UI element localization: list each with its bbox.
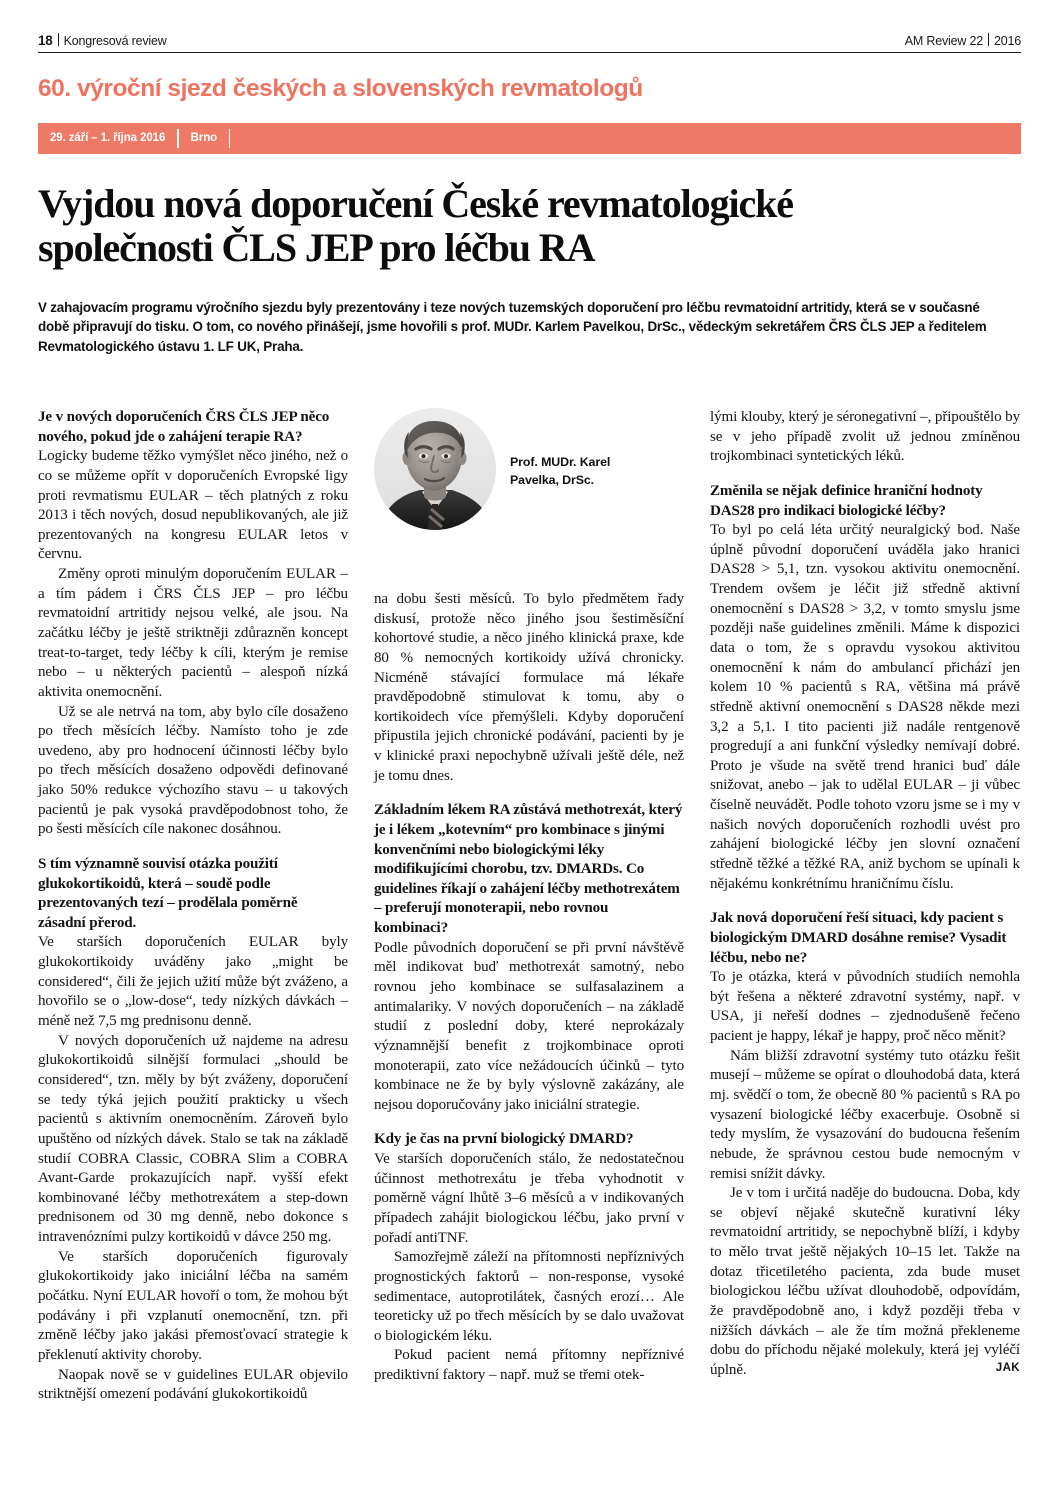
section-title: 60. výroční sjezd českých a slovenských revmatologů	[38, 75, 643, 102]
runhead-divider-right	[988, 33, 989, 46]
portrait-block	[374, 408, 684, 590]
author-initials: JAK	[995, 1361, 1020, 1374]
paragraph-gap	[710, 894, 1020, 909]
body-paragraph: Pokud pacient nemá přítomny nepříznivé prediktivní faktory – např. muž se třemi otek-	[374, 1347, 684, 1384]
paragraph-gap	[374, 1115, 684, 1130]
body-paragraph: Naopak nově se v guidelines EULAR objevilo striktnější omezení podávání glukokortikoidů	[38, 1366, 348, 1403]
portrait-caption	[510, 408, 610, 489]
interview-question: Základním lékem RA zůstává methotrexát, který je i lékem „kotevním“ pro kombinace s jinými konvenčními nebo biologickými léky modifikujícími chorobu, tzv. DMARDs. Co guidelines říkají o zahájení léčby methotrexátem – preferují monoterapii, nebo rovnou kombinaci?	[374, 802, 683, 937]
page-number: 18	[38, 33, 53, 48]
body-paragraph: na dobu šesti měsíců. To bylo předmětem řady diskusí, protože něco jiného jsou šestiměsíční kohortové studie, a něco jiného klinická praxe, kde 80 % nemocných kortikoidy užívá chronicky. Nicméně stávající formulace má lékaře pravděpodobně stimulovat k tomu, aby o kortikoidech více přemýšleli. Kdyby doporučení připustila jejich chronické podávání, pacienti by je v klinické praxi nepochybně užívali ještě déle, než je tomu dnes.	[374, 591, 684, 784]
runhead-divider-left	[58, 33, 59, 46]
body-paragraph: V nových doporučeních už najdeme na adresu glukokortikoidů silnější formulaci „should be considered“, tzn. měly by být zváženy, doporučení se tedy týká jejich použití prakticky u všech pacientů s aktivním onemocněním. Zároveň bylo upuštěno od nízkých dávek. Stalo se tak na základě studií COBRA Classic, COBRA Slim a COBRA Avant-Garde prokazujících např. vyšší efekt kombinované léčby methotrexátem a step-down prednisonem od 30 mg denně, nebo dokonce s intravenózními pulzy kortikoidů v dávce 250 mg.	[38, 1032, 348, 1246]
body-paragraph: To byl po celá léta určitý neuralgický bod. Naše úplně původní doporučení uváděla jako hranici DAS28 > 5,1, tzn. vysokou aktivitu onemocnění. Trendem ovšem je léčit již středně aktivní onemocnění s DAS28 > 3,2, v tomto smyslu jsme později naše guidelines změnili. Máme k dispozici data o tom, že s opravdu vysokou aktivitou onemocnění k nám do ambulancí přichází jen kolem 10 % pacientů s RA, většina má právě středně aktivní onemocnění s DAS28 někde mezi 3,2 a 5,1. I tito pacienti již nadále rentgenově progredují a ani funkční výsledky nemívají dobré. Proto je všude na světě trend hranici buď dále snižovat, anebo – jak to udělal EULAR – ji vůbec číselně neuvádět. Podle tohoto vzoru jsme se i my v našich nových doporučeních rozhodli uvést pro zahájení biologické léčby jen slovní označení středně těžké a těžké RA, aniž bychom se upínali k nějakému konkrétnímu hraničnímu číslu.	[710, 522, 1020, 892]
portrait-caption-line-1: Prof. MUDr. Karel	[510, 455, 611, 469]
column-right	[710, 408, 1020, 1405]
interview-question: Kdy je čas na první biologický DMARD?	[374, 1131, 634, 1148]
body-paragraph: Ve starších doporučeních stálo, že nedostatečnou účinnost methotrexátu je třeba vyhodnotit v poměrně vágní lhůtě 3–6 měsíců a v indikovaných případech zahájit biologickou léčbu, jako první v pořadí antiTNF.	[374, 1151, 684, 1246]
body-paragraph: Změny oproti minulým doporučením EULAR – a tím pádem i ČRS ČLS JEP – pro léčbu revmatoidní artritidy nejsou velké, ale jsou. Na začátku léčby je ještě striktněji zdůrazněn koncept treat-to-target, tedy léčby k cíli, kterým je remise nebo – u některých pacientů – alespoň nízká aktivita onemocnění.	[38, 566, 348, 700]
body-paragraph: Už se ale netrvá na tom, aby bylo cíle dosaženo po třech měsících léčby. Namísto toho je zde uvedeno, aby pro hodnocení účinnosti léčby bylo po třech měsících dosaženo odpovědi definované jako 50% redukce výchozího stavu – u takových pacientů je pak vysoká pravděpodobnost toho, že po šesti měsících cíle nakonec dosáhnou.	[38, 703, 348, 838]
body-paragraph: To je otázka, která v původních studiích nemohla být řešena a některé zdravotní systémy, např. v USA, ji neřeší dodnes – zjednodušeně řečeno pacient je happy, lékař je happy, proč něco měnit?	[710, 969, 1020, 1045]
interview-question: Změnila se nějak definice hraniční hodnoty DAS28 pro indikaci biologické léčby?	[710, 482, 983, 519]
article-standfirst: V zahajovacím programu výročního sjezdu byly prezentovány i teze nových tuzemských doporučení pro léčbu revmatoidní artritidy, která se v současné době připravují do tisku. O tom, co nového přinášejí, jsme hovořili s prof. MUDr. Karlem Pavelkou, DrSc., vědeckým sekretářem ČRS ČLS JEP a ředitelem Revmatologického ústavu 1. LF UK, Praha.	[38, 299, 987, 354]
running-head-right	[905, 32, 1021, 48]
event-city: Brno	[190, 131, 218, 144]
body-paragraph: Logicky budeme těžko vymýšlet něco jiného, než o co se můžeme opřít v doporučeních Evropské ligy proti revmatismu EULAR – těch platných z roku 2013 i těch nových, dosud nepublikovaných, ale již prezentovaných na kongresu EULAR letos v červnu.	[38, 448, 348, 563]
running-head-left	[38, 32, 167, 48]
journal-year: 2016	[993, 34, 1021, 48]
interview-question: Jak nová doporučení řeší situaci, kdy pacient s biologickým DMARD dosáhne remise? Vysadit léčbu, nebo ne?	[710, 910, 1007, 966]
publication-name: Kongresová review	[63, 34, 167, 48]
body-paragraph: lými klouby, který je séronegativní –, připouštělo by se v jeho případě zvolit už jednou zmíněnou trojkombinaci syntetických léků.	[710, 409, 1020, 465]
interview-question: S tím významně souvisí otázka použití glukokortikoidů, která – soudě podle prezentovaných tezí – prodělala poměrně zásadní přerod.	[38, 856, 298, 931]
body-paragraph: Ve starších doporučeních EULAR byly glukokortikoidy uváděny jako „might be considered“, čili že jejich užití může být zváženo, a hovořilo se o „low-dose“, tedy nízkých dávkách – méně než 7,5 mg prednisonu denně.	[38, 934, 348, 1030]
column-left	[38, 408, 348, 1405]
portrait-photo	[374, 408, 496, 530]
article-headline: Vyjdou nová doporučení České revmatologické společnosti ČLS JEP pro léčbu RA	[38, 180, 793, 271]
event-dates: 29. září – 1. října 2016	[50, 131, 166, 144]
event-meta-band	[38, 123, 1021, 154]
body-paragraph: Ve starších doporučeních figurovaly glukokortikoidy jako iniciální léčba na samém počátku. Nyní EULAR hovoří o tom, že mohou být podávány i při vzplanutí onemocnění, tzn. při změně léčby jako jakási přemosťovací strategie k překlenutí aktivity choroby.	[38, 1248, 348, 1363]
paragraph-gap	[38, 840, 348, 855]
interview-question: Je v nových doporučeních ČRS ČLS JEP něco nového, pokud jde o zahájení terapie RA?	[38, 409, 330, 445]
running-head	[38, 0, 1021, 48]
portrait-caption-line-2: Pavelka, DrSc.	[510, 472, 595, 487]
body-paragraph: Je v tom i určitá naděje do budoucna. Doba, kdy se objeví nějaké skutečně kurativní léky revmatoidní artritidy, se nepochybně blíží, i kdyby to mělo trvat ještě nějakých 10–15 let. Takže na dotaz třicetiletého pacienta, zda bude muset biologickou léčbu užívat dlouhodobě, odpovídám, že pravděpodobně ano, i když později třeba v nižších dávkách – ale že tím možná překleneme dobu do příchodu nějaké molekuly, která jej vyléčí úplně. JAK	[710, 1185, 1020, 1378]
journal-issue: AM Review 22	[904, 34, 983, 48]
running-head-rule	[38, 52, 1021, 53]
paragraph-gap	[374, 786, 684, 801]
article-body-columns	[38, 408, 1021, 1405]
paragraph-gap	[710, 467, 1020, 482]
body-paragraph: Samozřejmě záleží na přítomnosti nepříznivých prognostických faktorů – non-response, vysoké sedimentace, autoprotilátek, časných erozí… Ale teoreticky už po třech měsících by se dalo uvažovat o biologickém léku.	[374, 1249, 684, 1344]
body-paragraph: Nám bližší zdravotní systémy tuto otázku řešit musejí – můžeme se opírat o dlouhodobá data, která mj. svědčí o tom, že obecně 80 % pacientů s RA po vysazení biologické léčby exacerbuje. Osobně si tedy myslím, že vysazování do budoucna řešením nebude, že správnou cestou bude nemocným v remisi snížit dávky.	[710, 1047, 1020, 1182]
meta-divider-2	[229, 129, 230, 148]
column-middle	[374, 408, 684, 1405]
body-paragraph: Podle původních doporučení se při první návštěvě měl indikovat buď methotrexát samotný, nebo rovnou jeho kombinace se sulfasalazinem a antimalariky. V nových doporučeních – na základě studií z poslední doby, které neprokázaly významnější benefit z trojkombinace oproti monoterapii, zato více nežádoucích účinků – tyto kombinace ne že by byly výslovně zakázány, ale nejsou doporučovány jako iniciální strategie.	[374, 939, 684, 1113]
